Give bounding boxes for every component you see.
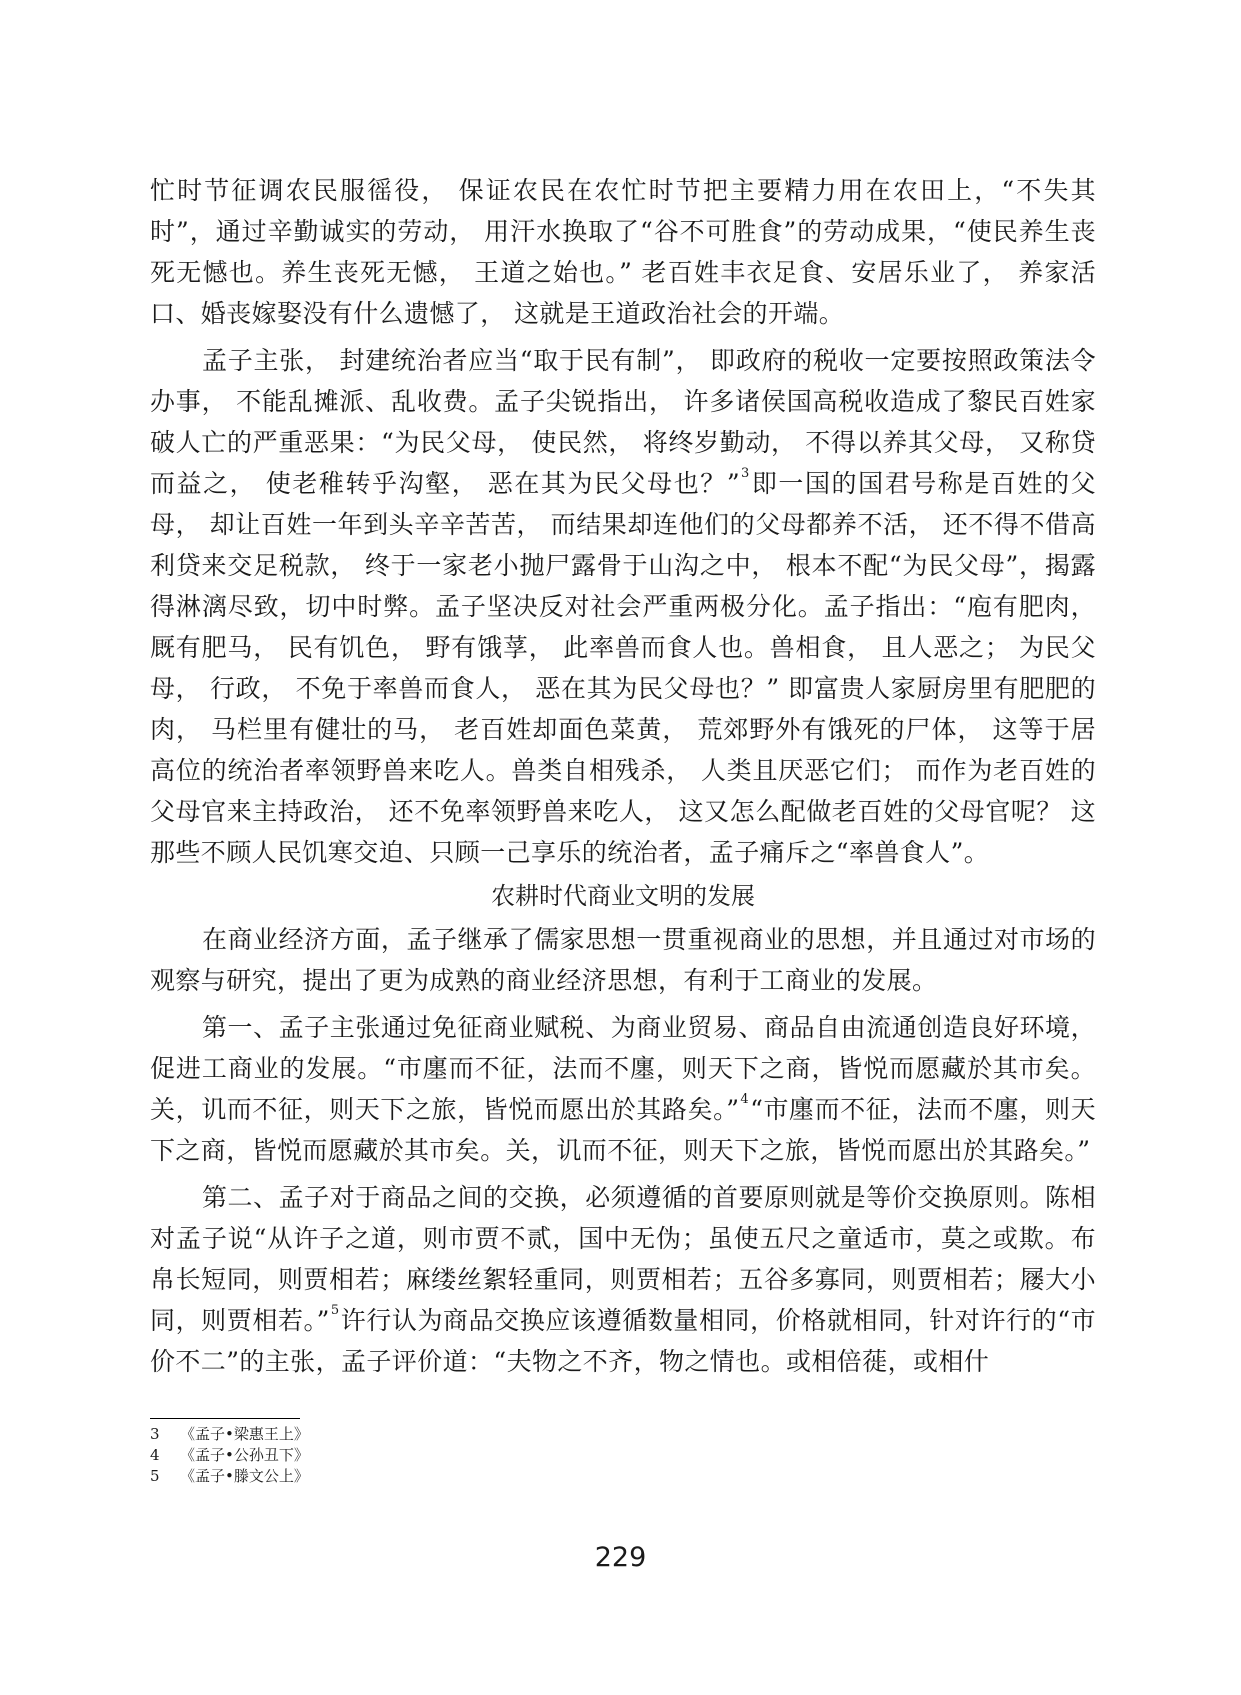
footnotes <box>150 1424 750 1487</box>
footnote-5 <box>150 1466 750 1487</box>
page-number: 229 <box>594 1542 647 1573</box>
paragraph-4-part-b: “市廛而不征，法而不廛，则天下之商，皆悦而愿藏於其市矣。关，讥而不征，则天下之旅，皆悦而愿出於其路矣。” <box>150 1095 1096 1165</box>
paragraph-2 <box>150 340 1096 873</box>
footnote-ref-4[interactable]: 4 <box>740 1092 750 1107</box>
paragraph-5 <box>150 1177 1096 1382</box>
paragraph-4 <box>150 1007 1096 1171</box>
footnote-number: 4 <box>150 1446 160 1464</box>
footnote-text: 《孟子•梁惠王上》 <box>180 1425 309 1443</box>
footnote-text: 《孟子•滕文公上》 <box>180 1467 309 1485</box>
section-heading: 农耕时代商业文明的发展 <box>491 882 755 910</box>
paragraph-5-part-a: 第二、孟子对于商品之间的交换，必须遵循的首要原则就是等价交换原则。陈相对孟子说“从许子之道，则市贾不贰，国中无伪；虽使五尺之童适市，莫之或欺。布帛长短同，则贾相若；麻缕丝絮轻重同，则贾相若；五谷多寡同，则贾相若；屦大小同，则贾相若。” <box>150 1183 1096 1335</box>
paragraph-5-part-b: 许行认为商品交换应该遵循数量相同，价格就相同，针对许行的“市价不二”的主张，孟子评价道：“夫物之不齐，物之情也。或相倍蓰，或相什 <box>150 1306 1096 1376</box>
footnote-4 <box>150 1445 750 1466</box>
footnote-number: 5 <box>150 1467 160 1485</box>
footnote-text: 《孟子•公孙丑下》 <box>180 1446 309 1464</box>
body-text <box>150 170 1096 1382</box>
footnote-number: 3 <box>150 1425 160 1443</box>
footnote-ref-3[interactable]: 3 <box>741 466 750 481</box>
paragraph-1: 忙时节征调农民服徭役， 保证农民在农忙时节把主要精力用在农田上，“不失其时”，通过辛勤诚实的劳动， 用汗水换取了“谷不可胜食”的劳动成果，“使民养生丧死无憾也。养生丧死无憾， 王道之始也。” 老百姓丰衣足食、安居乐业了， 养家活口、婚丧嫁娶没有什么遗憾了， 这就是王道政治社会的开端。 <box>150 176 1096 328</box>
footnote-3 <box>150 1424 750 1445</box>
paragraph-2-part-a: 孟子主张， 封建统治者应当“取于民有制”， 即政府的税收一定要按照政策法令办事， 不能乱摊派、乱收费。孟子尖锐指出， 许多诸侯国高税收造成了黎民百姓家破人亡的严重恶果：“为民父母， 使民然， 将终岁勤动， 不得以养其父母， 又称贷而益之， 使老稚转乎沟壑， 恶在其为民父母也？” <box>150 346 1096 498</box>
paragraph-4-part-a: 第一、孟子主张通过免征商业赋税、为商业贸易、商品自由流通创造良好环境，促进工商业的发展。“市廛而不征，法而不廛，则天下之商，皆悦而愿藏於其市矣。关，讥而不征，则天下之旅，皆悦而愿出於其路矣。” <box>150 1013 1096 1124</box>
paragraph-3: 在商业经济方面，孟子继承了儒家思想一贯重视商业的思想，并且通过对市场的观察与研究，提出了更为成熟的商业经济思想，有利于工商业的发展。 <box>150 925 1096 995</box>
footnote-divider <box>150 1418 300 1419</box>
footnote-ref-5[interactable]: 5 <box>330 1303 340 1318</box>
paragraph-2-part-b: 即一国的国君号称是百姓的父母， 却让百姓一年到头辛辛苦苦， 而结果却连他们的父母都养不活， 还不得不借高利贷来交足税款， 终于一家老小抛尸露骨于山沟之中， 根本不配“为民父母”，揭露得淋漓尽致，切中时弊。孟子坚决反对社会严重两极分化。孟子指出：“庖有肥肉， 厩有肥马， 民有饥色， 野有饿莩， 此率兽而食人也。兽相食， 且人恶之； 为民父母， 行政， 不免于率兽而食人， 恶在其为民父母也？” 即富贵人家厨房里有肥肥的肉， 马栏里有健壮的马， 老百姓却面色菜黄， 荒郊野外有饿死的尸体， 这等于居高位的统治者率领野兽来吃人。兽类自相残杀， 人类且厌恶它们； 而作为老百姓的父母官来主持政治， 还不免率领野兽来吃人， 这又怎么配做老百姓的父母官呢？ 这那些不顾人民饥寒交迫、只顾一己享乐的统治者，孟子痛斥之“率兽食人”。 <box>150 469 1096 867</box>
